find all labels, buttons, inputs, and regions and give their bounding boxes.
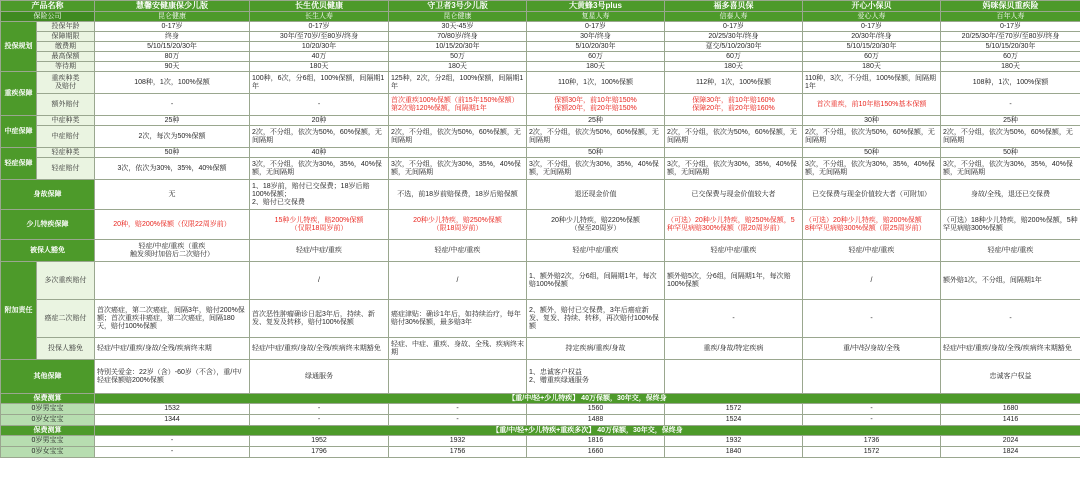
cell: 10/15/20/30年: [389, 42, 527, 52]
premium2-girl: [1, 447, 1080, 458]
cell: 持定疾病/重疾/身故: [527, 338, 665, 360]
row-mod-types: [1, 116, 1080, 126]
cell: 80万: [95, 52, 250, 62]
cell: 50种: [941, 148, 1080, 158]
group-death: 身故保障: [1, 180, 95, 210]
cell: 1344: [95, 415, 250, 426]
cell: 90天: [95, 62, 250, 72]
cell: 不选，前18岁前赔保费，18岁后赔保额: [389, 180, 527, 210]
group-other: 其他保障: [1, 360, 95, 394]
row-label: 轻症种类: [37, 148, 95, 158]
cell: [665, 116, 803, 126]
row-child: [1, 210, 1080, 240]
cell: 180天: [389, 62, 527, 72]
cell: 3次，不分组，依次为30%，35%，40%保额，无间隔期: [665, 158, 803, 180]
row-label: 癌症二次赔付: [37, 300, 95, 338]
premium-label: 保费测算: [1, 426, 95, 436]
cell: 20/25/30年/至70岁/至80岁/终身: [941, 32, 1080, 42]
group-plan: 投保规划: [1, 22, 37, 72]
cell: 180天: [803, 62, 941, 72]
cell: 1932: [389, 436, 527, 447]
row-death: [1, 180, 1080, 210]
product-name: 慧馨安健康保少儿版: [95, 1, 250, 12]
cell: 50种: [95, 148, 250, 158]
cell: 首次癌症，第二次癌症，间隔3年，赔付200%保额；首次重疾非癌症，第二次癌症，间隔180天，赔付100%保额: [95, 300, 250, 338]
cell: （可选）20种少儿特疾，赔200%保额 8种罕见病赔300%保额（限25周岁前）: [803, 210, 941, 240]
cell: -: [389, 404, 527, 415]
cell: 30天-45岁: [389, 22, 527, 32]
cell: 特别关爱金：22岁（含）-60岁（不含），重/中/轻症保额赔200%保额: [95, 360, 250, 394]
product-name: 开心小保贝: [803, 1, 941, 12]
cell: 无: [95, 180, 250, 210]
premium1-girl: [1, 415, 1080, 426]
product-name: 守卫者3号少儿版: [389, 1, 527, 12]
cell: （可选）20种少儿特疾，赔250%保额，5种罕见病赔300%保额（限20周岁前）: [665, 210, 803, 240]
cell: 1532: [95, 404, 250, 415]
row-label: 投保人豁免: [37, 338, 95, 360]
cell: 70/80岁/终身: [389, 32, 527, 42]
row-label: 等待期: [37, 62, 95, 72]
cell: 180天: [941, 62, 1080, 72]
cell: 1824: [941, 447, 1080, 458]
premium1-header: [1, 394, 1080, 404]
group-mild: 轻症保障: [1, 148, 37, 180]
cell: 108种，1次，100%保额: [95, 72, 250, 94]
cell: -: [250, 415, 389, 426]
header-row: [1, 1, 1080, 12]
cell: 2024: [941, 436, 1080, 447]
cell: 2次，不分组，依次为50%，60%保额，无间隔期: [389, 126, 527, 148]
premium-row-label: 0岁女宝宝: [1, 415, 95, 426]
cell: 180天: [250, 62, 389, 72]
cell: 3次，不分组，依次为30%，35%，40%保额，无间隔期: [941, 158, 1080, 180]
cell: 60万: [527, 52, 665, 62]
cell: -: [95, 436, 250, 447]
cell: 轻症/中症/重疾: [250, 240, 389, 262]
cell: 1、18岁前，赔付已交保费；18岁后赔100%保额； 2、赔付已交保费: [250, 180, 389, 210]
cell: -: [250, 404, 389, 415]
cell: -: [803, 415, 941, 426]
cell: 0-17岁: [250, 22, 389, 32]
cell: 2次，不分组，依次为50%，60%保额，无间隔期: [665, 126, 803, 148]
cell: -: [803, 404, 941, 415]
cell: 20种少儿特疾，赔220%保额 （保至20周岁）: [527, 210, 665, 240]
cell: 5/10/15/20/30年: [941, 42, 1080, 52]
company-name: 百年人寿: [941, 12, 1080, 22]
cell: 轻症/中症/重疾: [389, 240, 527, 262]
row-pay: [1, 42, 1080, 52]
cell: 30年/终身: [527, 32, 665, 42]
company-name: 爱心人寿: [803, 12, 941, 22]
cell: 轻症/中症/重疾: [941, 240, 1080, 262]
cell: 1572: [803, 447, 941, 458]
cell: 1736: [803, 436, 941, 447]
cell: 轻症/中症/重疾（重疾 触发须时加倍后二次赔付）: [95, 240, 250, 262]
cell: -: [803, 300, 941, 338]
cell: 轻症/中症/重疾/身故/全残/疾病终末期: [95, 338, 250, 360]
cell: 1932: [665, 436, 803, 447]
cell: 125种，2次，分2组，100%保额，间隔期1年: [389, 72, 527, 94]
cell: 3次，不分组，依次为30%，35%，40%保额，无间隔期: [527, 158, 665, 180]
cell: 50万: [389, 52, 527, 62]
row-label: 保障期限: [37, 32, 95, 42]
cell: -: [389, 415, 527, 426]
row-label: 最高保额: [37, 52, 95, 62]
cell: 1816: [527, 436, 665, 447]
row-age: [1, 22, 1080, 32]
cell: 112种，1次，100%保额: [665, 72, 803, 94]
row-crit-types: [1, 72, 1080, 94]
cell: 癌症津贴：确诊1年后，如持续治疗，每年赔付30%保额，最多赔3年: [389, 300, 527, 338]
cell: 3次，不分组，依次为30%，35%，40%保额，无间隔期: [389, 158, 527, 180]
cell: [389, 148, 527, 158]
cell: -: [250, 94, 389, 116]
row-label: 多次重疾赔付: [37, 262, 95, 300]
cell: 50种: [527, 148, 665, 158]
row-crit-extra: [1, 94, 1080, 116]
row-label: 缴费期: [37, 42, 95, 52]
cell: 退还现金价值: [527, 180, 665, 210]
cell: 2次，不分组，依次为50%，60%保额，无间隔期: [250, 126, 389, 148]
row-label: 轻症赔付: [37, 158, 95, 180]
cell: 180天: [665, 62, 803, 72]
cell: 60万: [803, 52, 941, 62]
cell: 首次恶性肿瘤确诊日起3年后，持续、新发、复发及转移，赔付100%保额: [250, 300, 389, 338]
cell: 首次重疾100%保额（前15年150%保额）第2次赔120%保额，间隔期1年: [389, 94, 527, 116]
group-critical: 重疾保障: [1, 72, 37, 116]
cell: 1572: [665, 404, 803, 415]
cell: 40种: [250, 148, 389, 158]
cell: 身故/全残，退还已交保费: [941, 180, 1080, 210]
cell: 60万: [665, 52, 803, 62]
company-label: 保险公司: [1, 12, 95, 22]
cell: 5/10/15/20/30年: [803, 42, 941, 52]
cell: 20种: [250, 116, 389, 126]
group-waiver: 被保人豁免: [1, 240, 95, 262]
premium-desc: 【重/中/轻+少儿特疾】 40万保额，30年交，保终身: [95, 394, 1080, 404]
company-name: 信泰人寿: [665, 12, 803, 22]
row-label: 中症种类: [37, 116, 95, 126]
cell: 保障30年，前10年赔160% 保障20年，前20年赔160%: [665, 94, 803, 116]
row-multi: [1, 262, 1080, 300]
company-name: 昆仑健康: [95, 12, 250, 22]
row-mod-pay: [1, 126, 1080, 148]
cell: 2次，每次为50%保额: [95, 126, 250, 148]
row-waiver: [1, 240, 1080, 262]
cell: 1840: [665, 447, 803, 458]
cell: 趸交/5/10/20/30年: [665, 42, 803, 52]
row-label: 重疾种类 及赔付: [37, 72, 95, 94]
cell: 1660: [527, 447, 665, 458]
cell: [95, 262, 250, 300]
cell: 2、额外，赔付已交保费，3年后癌症新发、复发、持续、转移，再次赔付100%保额: [527, 300, 665, 338]
cell: 轻症/中症/重疾/身故/全残/疾病终末期豁免: [941, 338, 1080, 360]
cell: 50种: [803, 148, 941, 158]
cell: 1680: [941, 404, 1080, 415]
cell: 10/20/30年: [250, 42, 389, 52]
cell: 轻症/中症/重疾: [665, 240, 803, 262]
cell: 108种，1次，100%保额: [941, 72, 1080, 94]
row-cancer: [1, 300, 1080, 338]
premium1-boy: [1, 404, 1080, 415]
cell: 轻症、中症、重疾、身故、全残、疾病终末期: [389, 338, 527, 360]
cell: 终身: [95, 32, 250, 42]
cell: 180天: [527, 62, 665, 72]
cell: 0-17岁: [941, 22, 1080, 32]
cell: 25种: [941, 116, 1080, 126]
cell: 110种，1次，100%保额: [527, 72, 665, 94]
cell: 30种: [803, 116, 941, 126]
premium-desc: 【重/中/轻+少儿特疾+重疾多次】 40万保额，30年交，保终身: [95, 426, 1080, 436]
cell: 40万: [250, 52, 389, 62]
cell: 20种少儿特疾，赔250%保额 （限18周岁前）: [389, 210, 527, 240]
cell: 1796: [250, 447, 389, 458]
cell: 100种，6次，分6组，100%保额，间隔期1年: [250, 72, 389, 94]
cell: 20种，赔200%保额（仅限22周岁前）: [95, 210, 250, 240]
row-ins-waiver: [1, 338, 1080, 360]
cell: -: [941, 94, 1080, 116]
product-name: 妈咪保贝重疾险: [941, 1, 1080, 12]
cell: 15种少儿特疾，赔200%保额 （仅限18周岁前）: [250, 210, 389, 240]
cell: 1、额外赔2次，分6组，间隔期1年，每次赔100%保额: [527, 262, 665, 300]
cell: -: [95, 94, 250, 116]
cell: -: [941, 300, 1080, 338]
group-moderate: 中症保障: [1, 116, 37, 148]
cell: 0-17岁: [803, 22, 941, 32]
row-mild-types: [1, 148, 1080, 158]
cell: 额外赔5次，分6组，间隔期1年，每次赔100%保额: [665, 262, 803, 300]
cell: 30年/至70岁/至80岁/终身: [250, 32, 389, 42]
cell: 重/中/轻/身故/全残: [803, 338, 941, 360]
row-mild-pay: [1, 158, 1080, 180]
cell: 5/10/20/30年: [527, 42, 665, 52]
product-name: 大黄蜂3号plus: [527, 1, 665, 12]
cell: 2次，不分组，依次为50%，60%保额，无间隔期: [527, 126, 665, 148]
row-label: 额外赔付: [37, 94, 95, 116]
row-max: [1, 52, 1080, 62]
cell: 保额30年，前10年赔150% 保额20年，前20年赔150%: [527, 94, 665, 116]
cell: 20/25/30年/终身: [665, 32, 803, 42]
company-name: 复星人寿: [527, 12, 665, 22]
cell: 轻症/中症/重疾: [527, 240, 665, 262]
cell: 额外赔1次，不分组，间隔期1年: [941, 262, 1080, 300]
cell: [389, 360, 527, 394]
premium-row-label: 0岁男宝宝: [1, 436, 95, 447]
cell: 110种，3次，不分组，100%保额，间隔期1年: [803, 72, 941, 94]
cell: 1560: [527, 404, 665, 415]
cell: 3次，不分组，依次为30%，35%，40%保额，无间隔期: [250, 158, 389, 180]
cell: 已交保费与现金价值较大者: [665, 180, 803, 210]
company-row: [1, 12, 1080, 22]
cell: /: [803, 262, 941, 300]
cell: [389, 116, 527, 126]
cell: 3次，依次为30%，35%，40%保额: [95, 158, 250, 180]
premium2-header: [1, 426, 1080, 436]
product-name: 长生优贝健康: [250, 1, 389, 12]
cell: 1524: [665, 415, 803, 426]
cell: 0-17岁: [95, 22, 250, 32]
cell: 0-17岁: [527, 22, 665, 32]
row-other: [1, 360, 1080, 394]
cell: [803, 360, 941, 394]
cell: （可选）18种少儿特疾，赔200%保额，5种罕见病赔300%保额: [941, 210, 1080, 240]
row-wait: [1, 62, 1080, 72]
cell: 已交保费与现金价值较大者（可附加）: [803, 180, 941, 210]
product-name: 福多喜贝保: [665, 1, 803, 12]
header-label: 产品名称: [1, 1, 95, 12]
cell: 1952: [250, 436, 389, 447]
cell: 1、忠诚客户权益 2、赠重疾绿通服务: [527, 360, 665, 394]
cell: 轻症/中症/重疾/身故/全残/疾病终末期豁免: [250, 338, 389, 360]
cell: 2次，不分组，依次为50%，60%保额，无间隔期: [803, 126, 941, 148]
cell: 轻症/中症/重疾: [803, 240, 941, 262]
cell: 1756: [389, 447, 527, 458]
cell: 60万: [941, 52, 1080, 62]
cell: 首次重疾，前10年赔150%基本保额: [803, 94, 941, 116]
row-label: 中症赔付: [37, 126, 95, 148]
cell: /: [389, 262, 527, 300]
cell: 忠诚客户权益: [941, 360, 1080, 394]
cell: 绿通服务: [250, 360, 389, 394]
cell: -: [665, 300, 803, 338]
company-name: 昆仑健康: [389, 12, 527, 22]
group-additional: 附加责任: [1, 262, 37, 360]
company-name: 长生人寿: [250, 12, 389, 22]
cell: 2次，不分组，依次为50%，60%保额，无间隔期: [941, 126, 1080, 148]
cell: [665, 360, 803, 394]
row-term: [1, 32, 1080, 42]
cell: 1488: [527, 415, 665, 426]
group-child: 少儿特疾保障: [1, 210, 95, 240]
premium-row-label: 0岁男宝宝: [1, 404, 95, 415]
row-label: 投保年龄: [37, 22, 95, 32]
cell: 20/30年/终身: [803, 32, 941, 42]
premium-label: 保费测算: [1, 394, 95, 404]
premium2-boy: [1, 436, 1080, 447]
cell: 0-17岁: [665, 22, 803, 32]
cell: 3次，不分组，依次为30%，35%，40%保额，无间隔期: [803, 158, 941, 180]
cell: 25种: [527, 116, 665, 126]
cell: -: [95, 447, 250, 458]
cell: [665, 148, 803, 158]
cell: 重疾/身故/特定疾病: [665, 338, 803, 360]
cell: 25种: [95, 116, 250, 126]
premium-row-label: 0岁女宝宝: [1, 447, 95, 458]
cell: 1416: [941, 415, 1080, 426]
cell: 5/10/15/20/30年: [95, 42, 250, 52]
cell: /: [250, 262, 389, 300]
